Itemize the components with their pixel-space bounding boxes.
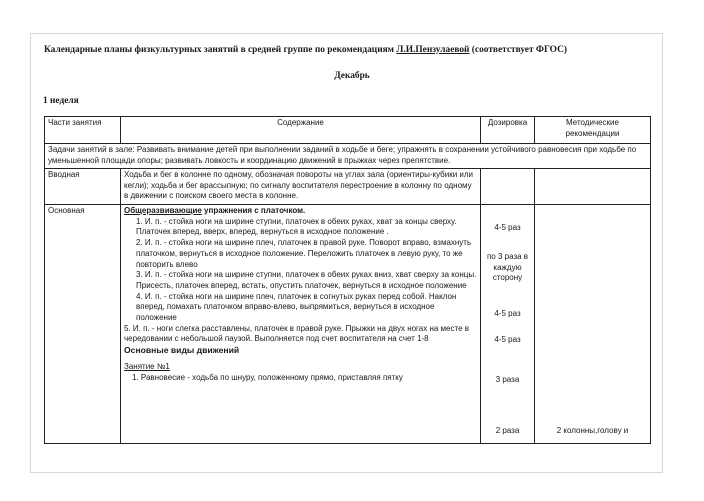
content-main xyxy=(121,205,481,444)
part-intro: Вводная xyxy=(45,169,121,205)
exercise-item: 4. И. п. - стойка ноги на ширине плеч, платочек в согнутых руках перед собой. Наклон вперед, помахать платочком вправо-влево, выпрямиться, вернуться в исходное положение xyxy=(136,291,457,323)
exercise-item: 1. И. п. - стойка ноги на ширине ступни, платочек в обеих руках, хват за концы сверху. Платочек вперед, вверх, вперед, вернуться в исходное положение . xyxy=(136,216,457,237)
dosage-main xyxy=(481,205,535,444)
dosage-value: 4-5 раз xyxy=(494,335,521,344)
recommendation-main xyxy=(535,205,651,444)
recommendation-intro xyxy=(535,169,651,205)
tasks-text: Задачи занятий в зале: Развивать внимание детей при выполнении заданий в ходьбе и беге; упражнять в сохранении устойчивого равновесия при ходьбе по уменьшенной площади опоры; развивать ловкость и координацию движений в прыжках через препятствие. xyxy=(45,144,651,169)
month-title: Декабрь xyxy=(334,71,370,81)
exercise-item: 2. И. п. - стойка ноги на ширине плеч, платочек в правой руке. Поворот вправо, взмахнуть платочком, вернуться в исходное положение. Переложить платочек в левую руку, то же повторить влево xyxy=(136,238,472,269)
lesson-item: 1. Равновесие - ходьба по шнуру, положенному прямо, приставляя пятку xyxy=(132,372,403,382)
dosage-value: 3 раза xyxy=(495,375,520,384)
dosage-value: 2 раза xyxy=(495,426,520,435)
dosage-value: 4-5 раз xyxy=(494,309,521,318)
dosage-value: 4-5 раз xyxy=(494,223,521,232)
section-title xyxy=(124,206,477,217)
column-header-content: Содержание xyxy=(121,117,481,144)
basic-movements-title: Основные виды движений xyxy=(124,345,240,356)
content-intro: Ходьба и бег в колонне по одному, обозначая повороты на углах зала (ориентиры-кубики или кегли); ходьба и бег врассыпную; по сигналу воспитателя перестроение в колонну по одному в движении с поиском своего места в колонне. xyxy=(121,169,481,205)
title-tail: (соответствует ФГОС) xyxy=(469,45,567,55)
lesson-plan-table xyxy=(44,116,651,444)
section-title-underlined: Общеразвивающие xyxy=(124,206,202,215)
section-title-rest: упражнения с платочком. xyxy=(201,206,306,215)
document-title xyxy=(44,45,654,55)
tasks-row xyxy=(45,144,651,169)
table-header-row xyxy=(45,117,651,144)
title-author: Л.И.Пензулаевой xyxy=(396,45,470,55)
dosage-value: по 3 раза в каждую сторону xyxy=(486,252,529,283)
dosage-intro xyxy=(481,169,535,205)
recommendation-value: 2 колонны,голову и xyxy=(556,426,629,435)
column-header-recommendations: Методические рекомендации xyxy=(535,117,651,144)
week-title: 1 неделя xyxy=(43,96,79,106)
column-header-part: Части занятия xyxy=(45,117,121,144)
exercise-item: 5. И. п. - ноги слегка расставлены, платочек в правой руке. Прыжки на двух ногах на месте в чередовании с небольшой паузой. Выполняется под счет воспитателя на счет 1-8 xyxy=(124,323,470,344)
column-header-dosage: Дозировка xyxy=(481,117,535,144)
exercise-item: 3. И. п. - стойка ноги на ширине ступни, платочек в обеих руках вниз, хват сверху за концы. Присесть, платочек вперед, встать, опустить платочек, вернуться в исходное положение xyxy=(136,270,477,290)
table-row-main xyxy=(45,205,651,444)
table-row-intro xyxy=(45,169,651,205)
lesson-label: Занятие №1 xyxy=(124,361,170,371)
part-main: Основная xyxy=(45,205,121,444)
title-main: Календарные планы физкультурных занятий в средней группе по рекомендациям xyxy=(44,45,397,55)
